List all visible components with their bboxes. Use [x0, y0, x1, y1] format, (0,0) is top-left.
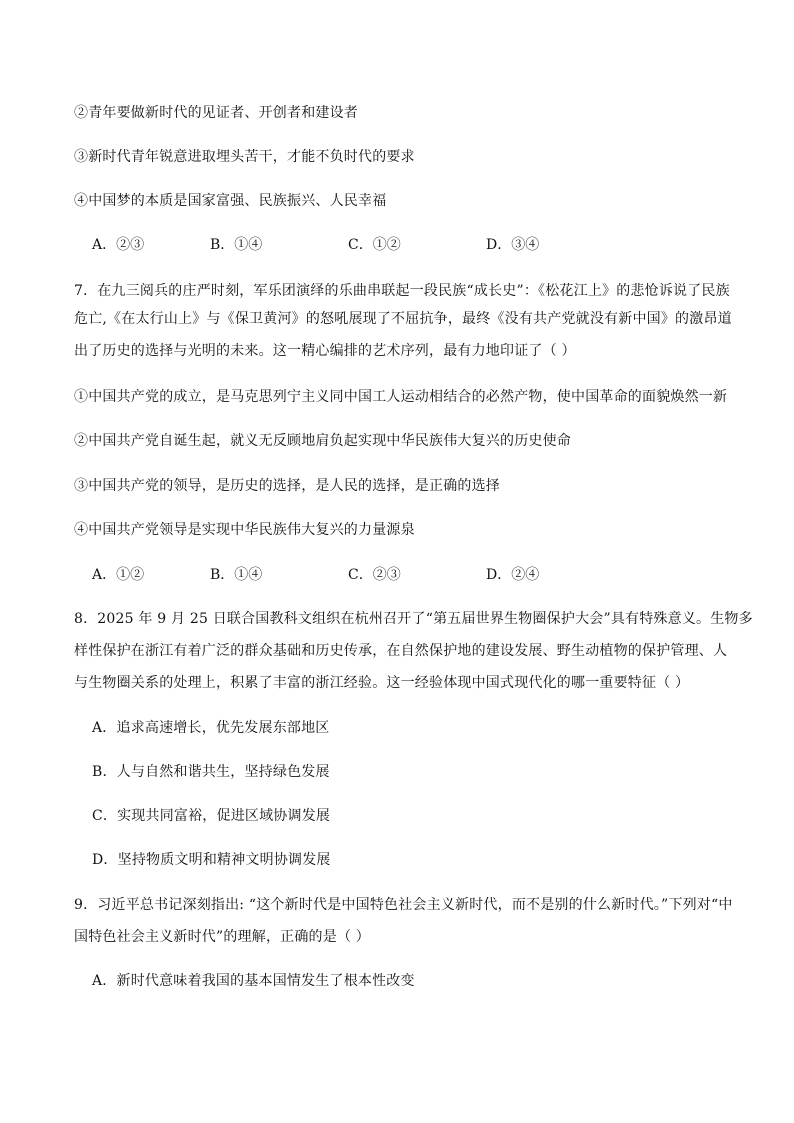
q7-item-1: ①中国共产党的成立，是马克思列宁主义同中国工人运动相结合的必然产物，使中国革命的面貌焕然一新 — [74, 389, 728, 405]
q8-stem-line: 样性保护在浙江有着广泛的群众基础和历史传承，在自然保护地的建设发展、野生动植物的保护管理、人 — [74, 643, 728, 659]
q8-option-d: D．坚持物质文明和精神文明协调发展 — [92, 852, 331, 868]
q7-option-b: B．①④ — [210, 567, 263, 583]
q6-option-a: A．②③ — [92, 237, 145, 253]
q8-stem-line: 8．2025 年 9 月 25 日联合国教科文组织在杭州召开了“第五届世界生物圈保护大会”具有特殊意义。生物多 — [74, 611, 753, 627]
q8-option-c: C．实现共同富裕，促进区域协调发展 — [92, 808, 331, 824]
q7-stem-line: 危亡,《在太行山上》与《保卫黄河》的怒吼展现了不屈抗争，最终《没有共产党就没有新中国》的激昂道 — [74, 311, 732, 327]
q9-option-a: A．新时代意味着我国的基本国情发生了根本性改变 — [92, 973, 415, 989]
q7-item-2: ②中国共产党自诞生起，就义无反顾地肩负起实现中华民族伟大复兴的历史使命 — [74, 433, 571, 449]
q8-option-b: B．人与自然和谐共生，坚持绿色发展 — [92, 764, 330, 780]
q6-option-c: C．①② — [348, 237, 401, 253]
q7-item-4: ④中国共产党领导是实现中华民族伟大复兴的力量源泉 — [74, 522, 415, 538]
statement-2: ②青年要做新时代的见证者、开创者和建设者 — [74, 105, 358, 121]
q7-item-3: ③中国共产党的领导，是历史的选择，是人民的选择，是正确的选择 — [74, 478, 500, 494]
q6-option-b: B．①④ — [210, 237, 263, 253]
statement-4: ④中国梦的本质是国家富强、民族振兴、人民幸福 — [74, 193, 387, 209]
q7-option-a: A．①② — [92, 567, 145, 583]
q8-option-a: A．追求高速增长，优先发展东部地区 — [92, 720, 330, 736]
q9-stem-line: 国特色社会主义新时代”的理解，正确的是（ ） — [74, 929, 371, 945]
q7-option-c: C．②③ — [348, 567, 401, 583]
q7-option-d: D．②④ — [486, 567, 540, 583]
q9-stem-line: 9．习近平总书记深刻指出: “这个新时代是中国特色社会主义新时代，而不是别的什么新时代。”下列对“中 — [74, 897, 733, 913]
q7-stem-line: 7．在九三阅兵的庄严时刻，军乐团演绎的乐曲串联起一段民族“成长史”：《松花江上》的悲怆诉说了民族 — [74, 283, 730, 299]
q7-stem-line: 出了历史的选择与光明的未来。这一精心编排的艺术序列，最有力地印证了（ ） — [74, 343, 576, 359]
q6-option-d: D．③④ — [486, 237, 540, 253]
q8-stem-line: 与生物圈关系的处理上，积累了丰富的浙江经验。这一经验体现中国式现代化的哪一重要特征（ ） — [74, 675, 690, 691]
statement-3: ③新时代青年锐意进取埋头苦干，才能不负时代的要求 — [74, 149, 415, 165]
